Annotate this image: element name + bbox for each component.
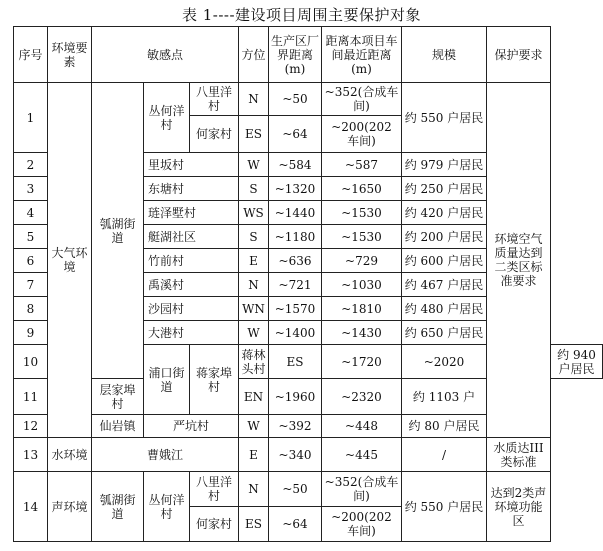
site-name: 里坂村 xyxy=(144,153,239,177)
site-name: 艇湖社区 xyxy=(144,225,239,249)
table-row xyxy=(14,83,603,116)
site-dist-workshop: ~448 xyxy=(322,415,402,438)
village-group: 蒋家埠村 xyxy=(190,345,239,415)
site-name: 竹前村 xyxy=(144,249,239,273)
row-no: 13 xyxy=(14,438,48,472)
street-panhu: 瓠湖街道 xyxy=(92,472,144,542)
header-requirement: 保护要求 xyxy=(487,27,551,83)
row-no: 3 xyxy=(14,177,48,201)
site-scale: 约 420 户居民 xyxy=(402,201,487,225)
site-direction: ES xyxy=(239,507,269,542)
site-direction: N xyxy=(239,273,269,297)
site-name: 琏泽墅村 xyxy=(144,201,239,225)
table-row xyxy=(14,472,603,507)
site-direction: W xyxy=(239,321,269,345)
site-scale: 约 480 户居民 xyxy=(402,297,487,321)
header-row xyxy=(14,27,603,83)
site-scale: 约 200 户居民 xyxy=(402,225,487,249)
row-no: 10 xyxy=(14,345,48,379)
site-dist-workshop: ~2320 xyxy=(322,379,402,415)
village-group: 丛何洋村 xyxy=(144,472,190,542)
env-air: 大气环境 xyxy=(48,83,92,438)
site-direction: S xyxy=(239,225,269,249)
site-dist-workshop: ~1530 xyxy=(322,225,402,249)
req-air: 环境空气质量达到二类区标准要求 xyxy=(487,83,551,438)
site-dist-boundary: ~1180 xyxy=(269,225,322,249)
site-direction: WN xyxy=(239,297,269,321)
site-dist-workshop: ~200(202 车间) xyxy=(322,116,402,153)
site-name: 东塘村 xyxy=(144,177,239,201)
site-dist-boundary: ~1400 xyxy=(269,321,322,345)
row-no: 4 xyxy=(14,201,48,225)
site-direction: W xyxy=(239,153,269,177)
site-name: 曹娥江 xyxy=(92,438,239,472)
site-scale: 约 940 户居民 xyxy=(551,345,603,379)
row-no: 14 xyxy=(14,472,48,542)
site-name: 何家村 xyxy=(190,116,239,153)
env-water: 水环境 xyxy=(48,438,92,472)
row-no: 2 xyxy=(14,153,48,177)
header-sensitive: 敏感点 xyxy=(92,27,239,83)
site-direction: S xyxy=(239,177,269,201)
header-env: 环境要素 xyxy=(48,27,92,83)
site-dist-boundary: ~1440 xyxy=(269,201,322,225)
site-name: 沙园村 xyxy=(144,297,239,321)
req-water: 水质达III类标准 xyxy=(487,438,551,472)
header-dist-boundary: 生产区厂界距离(m) xyxy=(269,27,322,83)
row-no: 5 xyxy=(14,225,48,249)
row-no: 6 xyxy=(14,249,48,273)
site-dist-boundary: ~50 xyxy=(269,83,322,116)
site-dist-workshop: ~1030 xyxy=(322,273,402,297)
site-direction: N xyxy=(239,83,269,116)
site-dist-workshop: ~729 xyxy=(322,249,402,273)
header-direction: 方位 xyxy=(239,27,269,83)
street-panhu: 瓠湖街道 xyxy=(92,83,144,379)
site-dist-boundary: ~721 xyxy=(269,273,322,297)
row-no: 1 xyxy=(14,83,48,153)
town-xianyan: 仙岩镇 xyxy=(92,415,144,438)
site-dist-workshop: ~1430 xyxy=(322,321,402,345)
site-direction: W xyxy=(239,415,269,438)
site-dist-workshop: ~587 xyxy=(322,153,402,177)
header-dist-workshop: 距离本项目车间最近距离(m) xyxy=(322,27,402,83)
site-dist-boundary: ~340 xyxy=(269,438,322,472)
site-dist-boundary: ~1320 xyxy=(269,177,322,201)
site-direction: EN xyxy=(239,379,269,415)
header-no: 序号 xyxy=(14,27,48,83)
site-direction: E xyxy=(239,438,269,472)
req-noise: 达到2类声环境功能区 xyxy=(487,472,551,542)
site-name: 八里洋村 xyxy=(190,472,239,507)
site-scale: / xyxy=(402,438,487,472)
site-scale: 约 600 户居民 xyxy=(402,249,487,273)
row-no: 8 xyxy=(14,297,48,321)
protection-table xyxy=(13,26,603,542)
site-dist-boundary: ~64 xyxy=(269,116,322,153)
site-scale: 约 550 户居民 xyxy=(402,472,487,542)
site-dist-boundary: ~1720 xyxy=(322,345,402,379)
table-title: 表 1----建设项目周围主要保护对象 xyxy=(181,6,422,24)
env-noise: 声环境 xyxy=(48,472,92,542)
site-name: 层家埠村 xyxy=(92,379,144,415)
village-group: 丛何洋村 xyxy=(144,83,190,153)
site-scale: 约 250 户居民 xyxy=(402,177,487,201)
site-dist-workshop: ~352(合成车间) xyxy=(322,83,402,116)
site-dist-workshop: ~200(202 车间) xyxy=(322,507,402,542)
site-scale: 约 80 户居民 xyxy=(402,415,487,438)
row-no: 7 xyxy=(14,273,48,297)
site-dist-boundary: ~584 xyxy=(269,153,322,177)
site-dist-workshop: ~1650 xyxy=(322,177,402,201)
site-name: 禹溪村 xyxy=(144,273,239,297)
table-row xyxy=(14,438,603,472)
header-scale: 规模 xyxy=(402,27,487,83)
site-dist-workshop: ~445 xyxy=(322,438,402,472)
site-dist-workshop: ~1530 xyxy=(322,201,402,225)
site-dist-workshop: ~1810 xyxy=(322,297,402,321)
street-pukou: 浦口街道 xyxy=(144,345,190,415)
site-dist-boundary: ~1960 xyxy=(269,379,322,415)
site-direction: N xyxy=(239,472,269,507)
site-dist-boundary: ~636 xyxy=(269,249,322,273)
site-scale: 约 979 户居民 xyxy=(402,153,487,177)
site-dist-boundary: ~1570 xyxy=(269,297,322,321)
site-name: 蒋林头村 xyxy=(239,345,269,379)
site-scale: 约 467 户居民 xyxy=(402,273,487,297)
row-no: 11 xyxy=(14,379,48,415)
site-scale: 约 1103 户 xyxy=(402,379,487,415)
site-scale: 约 550 户居民 xyxy=(402,83,487,153)
row-no: 12 xyxy=(14,415,48,438)
site-name: 大港村 xyxy=(144,321,239,345)
site-scale: 约 650 户居民 xyxy=(402,321,487,345)
site-direction: E xyxy=(239,249,269,273)
site-name: 何家村 xyxy=(190,507,239,542)
row-no: 9 xyxy=(14,321,48,345)
site-name: 严坑村 xyxy=(144,415,239,438)
site-dist-workshop: ~352(合成车间) xyxy=(322,472,402,507)
site-direction: WS xyxy=(239,201,269,225)
site-direction: ES xyxy=(269,345,322,379)
site-dist-boundary: ~392 xyxy=(269,415,322,438)
site-dist-boundary: ~50 xyxy=(269,472,322,507)
site-direction: ES xyxy=(239,116,269,153)
site-dist-boundary: ~64 xyxy=(269,507,322,542)
site-dist-workshop: ~2020 xyxy=(402,345,487,379)
site-name: 八里洋村 xyxy=(190,83,239,116)
